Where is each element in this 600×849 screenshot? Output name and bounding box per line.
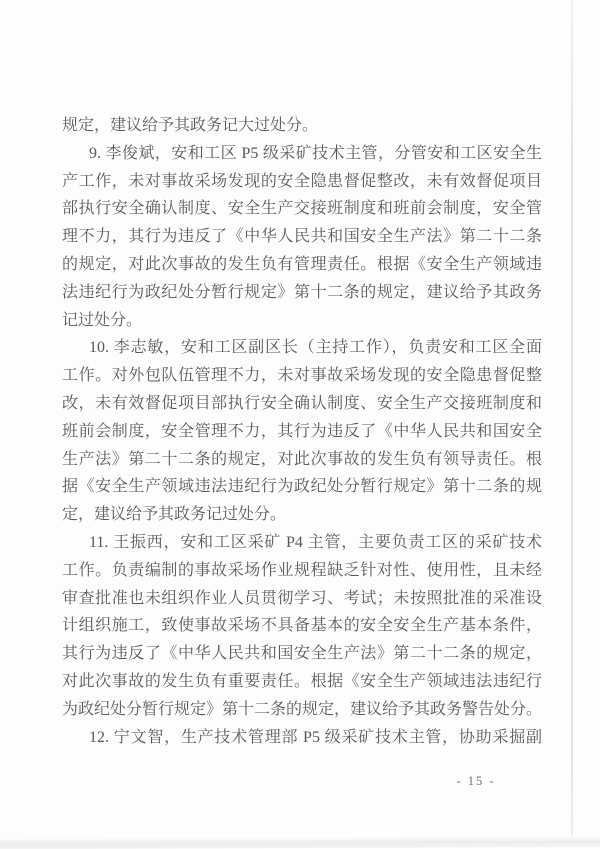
text-block xyxy=(62,112,542,751)
text-line: 12. 宁文智，生产技术管理部 P5 级采矿技术主管，协助采掘副 xyxy=(89,728,542,746)
text-line: 班前会制度，安全管理不力，其行为违反了《中华人民共和国安全 xyxy=(62,422,542,440)
text-line: 部执行安全确认制度、安全生产交接班制度和班前会制度，安全管 xyxy=(62,200,542,218)
page-number: - 15 - xyxy=(456,774,496,788)
text-line: 生产法》第二十二条的规定，对此次事故的发生负有领导责任。根 xyxy=(62,450,542,468)
text-line: 对此次事故的发生负有重要责任。根据《安全生产领域违法违纪行 xyxy=(62,672,542,690)
text-line: 9. 李俊斌，安和工区 P5 级采矿技术主管，分管安和工区安全生 xyxy=(89,144,542,162)
text-line: 工作。负责编制的事故采场作业规程缺乏针对性、使用性，且未经 xyxy=(62,561,542,579)
text-line: 据《安全生产领域违法违纪行为政纪处分暂行规定》第十二条的规 xyxy=(62,478,542,496)
text-line: 其行为违反了《中华人民共和国安全生产法》第二十二条的规定， xyxy=(62,645,542,663)
text-line: 定，建议给予其政务记过处分。 xyxy=(62,506,287,524)
text-line: 改，未有效督促项目部执行安全确认制度、安全生产交接班制度和 xyxy=(62,394,542,412)
text-line: 理不力，其行为违反了《中华人民共和国安全生产法》第二十二条 xyxy=(62,228,542,246)
text-line: 记过处分。 xyxy=(62,311,143,329)
text-line: 的规定，对此次事故的发生负有管理责任。根据《安全生产领域违 xyxy=(62,255,542,273)
text-line: 为政纪处分暂行规定》第十二条的规定，建议给予其政务警告处分。 xyxy=(62,700,543,718)
text-line: 11. 王振西，安和工区采矿 P4 主管，主要负责工区的采矿技术 xyxy=(89,533,542,551)
text-line: 计组织施工，致使事故采场不具备基本的安全安全生产基本条件， xyxy=(62,617,542,635)
text-line: 法违纪行为政纪处分暂行规定》第十二条的规定，建议给予其政务 xyxy=(62,283,542,301)
text-line: 10. 李志敏，安和工区副区长（主持工作），负责安和工区全面 xyxy=(89,339,542,357)
scan-page-edge-line xyxy=(571,0,573,840)
scan-bottom-shadow xyxy=(0,836,600,849)
text-line: 审查批准也未组织作业人员贯彻学习、考试；未按照批准的采准设 xyxy=(62,589,542,607)
text-line: 工作。对外包队伍管理不力，未对事故采场发现的安全隐患督促整 xyxy=(62,367,542,385)
text-line: 产工作，未对事故采场发现的安全隐患督促整改，未有效督促项目 xyxy=(62,172,542,190)
text-line: 规定，建议给予其政务记大过处分。 xyxy=(62,117,319,134)
